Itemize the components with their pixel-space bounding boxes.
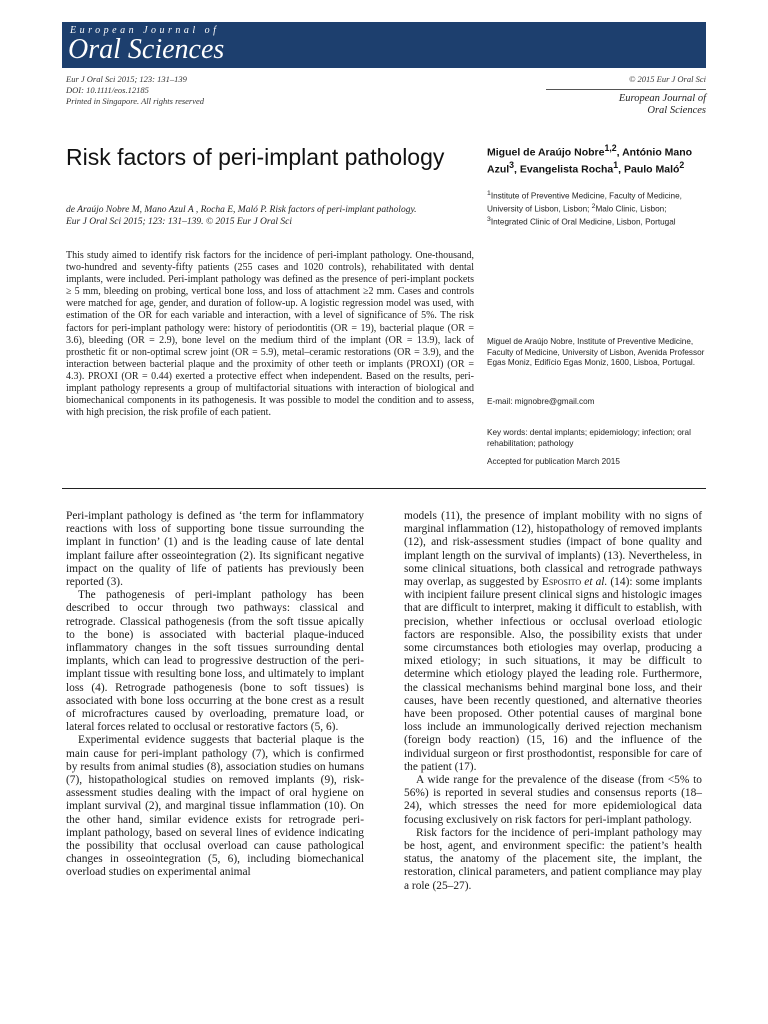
banner-journal-name: Oral Sciences bbox=[68, 34, 225, 65]
cited-author: Esposito bbox=[541, 576, 582, 589]
article-meta bbox=[66, 74, 204, 107]
body-paragraph bbox=[404, 510, 702, 774]
body-paragraph: The pathogenesis of peri-implant pathology has been described to occur through two pathways: classical and retrograde. Classical pathogenesis (from the soft tissue apically to the bone) is associated with bacterial plaque-induced inflammatory changes in the soft tissues surrounding dental implants, which can lead to progressive destruction of the peri-implant tissue with resulting bone loss, and ultimately to implant loss (4). Retrograde pathogenesis (bone to soft tissues) is associated with bone loss occurring at the bone crest as a result of microfractures caused by overloading, premature load, or lateral forces related to occlusal or restorative factors (5, 6). bbox=[66, 589, 364, 734]
accepted-date: Accepted for publication March 2015 bbox=[487, 457, 620, 466]
body-paragraph: Experimental evidence suggests that bacterial plaque is the main cause for peri-implant pathology (7), which is confirmed by results from animal studies (8), association studies on humans (7), histopathological studies on removed implants (9), risk-assessment studies dealing with the impact of oral hygiene on implant survival (2), and marginal tissue inflammation (10). On the other hand, similar evidence exists for retrograde peri-implant pathology, based on several lines of evidence indicating the possibility that occlusal overload can cause pathological changes in osseointegration (5, 6), including biomechanical overload studies on experimental animal bbox=[66, 734, 364, 879]
meta-citation: Eur J Oral Sci 2015; 123: 131–139 bbox=[66, 74, 187, 84]
section-divider bbox=[62, 488, 706, 489]
author-name: Paulo Maló bbox=[623, 163, 680, 176]
affiliations bbox=[487, 189, 707, 229]
body-paragraph: A wide range for the prevalence of the disease (from <5% to 56%) is reported in several studies and consensus reports (18–24), which stresses the need for more epidemiological data focusing exclusively on risk factors for peri-implant pathology. bbox=[404, 774, 702, 826]
banner-journal-prefix: European Journal of bbox=[70, 25, 220, 36]
journal-mark-line1: European Journal of bbox=[618, 93, 706, 104]
abstract: This study aimed to identify risk factors for the incidence of peri-implant pathology. One-thousand, two-hundred and seventy-fifty patients (255 cases and 1020 controls), rehabilitated with dental implants, were included. Peri-implant pathology was defined as the presence of peri-implant pockets ≥ 5 mm, bleeding on probing, vertical bone loss, and loss of attachment ≥2 mm. Cases and controls were matched for age, gender, and duration of follow-up. A logistic regression model was used, with estimation of the OR for each variable and interaction, with a level of significance of 5%. The risk factors for peri-implant pathology were: history of periodontitis (OR = 19), bacterial plaque (OR = 3.6), bleeding (OR = 2.9), bone level on the medium third of the implant (OR = 13.9), lack of prosthetic fit or non-optimal screw joint (OR = 5.9), metal–ceramic restorations (OR = 3.9), and the interaction between bacterial plaque and the proximity of other teeth or implants (PROXI) (OR = 4.3). PROXI (OR = 0.44) exerted a protective effect when independent. Based on the results, peri-implant pathology represents a group of multifactorial situations with interaction of biological and biomechanical components in its pathogenesis. It was possible to model the condition and to assess, with high precision, the risk profile of each patient. bbox=[66, 250, 474, 419]
affil-text: Institute of Preventive Medicine, Faculty of Medicine, University of Lisbon, Lisbon; bbox=[487, 191, 682, 214]
author-name: António Mano Azul bbox=[487, 146, 693, 176]
author-affil-mark: 3 bbox=[509, 160, 515, 170]
author-list: Miguel de Araújo Nobre$^{1,2}$, António Mano Azul$^3$, Evangelista Rocha$^1$, Paulo Maló$^2$ bbox=[487, 143, 693, 176]
author-name: Evangelista Rocha bbox=[519, 163, 614, 176]
affil-number: 3 bbox=[487, 216, 491, 224]
author-affil-mark: 1,2 bbox=[604, 143, 617, 153]
author-affil-mark: 2 bbox=[679, 160, 685, 170]
journal-banner bbox=[62, 22, 706, 68]
body-column-left bbox=[66, 510, 364, 880]
author-name: Miguel de Araújo Nobre bbox=[487, 146, 605, 159]
author-affil-mark: 1 bbox=[613, 160, 619, 170]
citation-authors: de Araújo Nobre M, Mano Azul A , Rocha E, Maló P. Risk factors of peri-implant pathology. bbox=[66, 205, 417, 215]
meta-divider bbox=[546, 89, 706, 90]
body-paragraph: Risk factors for the incidence of peri-implant pathology may be host, agent, and environment specific: the patient’s health status, the anatomy of the placement site, the implant, the restoration, clinical parameters, and patient compliance may play a role (25–27). bbox=[404, 826, 702, 892]
affil-text: Integrated Clinic of Oral Medicine, Lisbon, Portugal bbox=[490, 218, 676, 228]
journal-mark bbox=[546, 74, 706, 117]
copyright-note: © 2015 Eur J Oral Sci bbox=[628, 74, 706, 84]
meta-doi: DOI: 10.1111/eos.12185 bbox=[66, 85, 149, 95]
body-text: (14): some implants with incipient failure present clinical signs and histologic images that are difficult to interpret, making it difficult to establish, with precision, whether infectious or occlusal overload etiologic factors are responsible. Also, the possibility exists that under some circumstances both etiologies may overlap, producing a mixed etiology; in such situations, it may be difficult to determine which etiology played the leading role. Furthermore, the classical mechanisms behind marginal bone loss, and their causes, have been recently questioned, and alternative theories have been proposed. Other potential causes of marginal bone loss include an immunologically derived rejection mechanism (foreign body reaction) (15, 16) and the influence of the individual surgeon or first prosthodontist, responsible for care of the patient (17). bbox=[404, 576, 702, 773]
correspondence-email: E-mail: mignobre@gmail.com bbox=[487, 397, 595, 406]
body-text: models (11), the presence of implant mobility with no signs of marginal inflammation (12), histopathology of removed implants (12), and risk-assessment studies (impact of bone quality and implant length on the survival of implants) (13). Nevertheless, in some clinical situations, both classical and retrograde pathways may overlap, as suggested by bbox=[404, 510, 702, 589]
affil-number: 1 bbox=[487, 190, 491, 197]
article-title: Risk factors of peri-implant pathology bbox=[66, 144, 445, 170]
correspondence-address: Miguel de Araújo Nobre, Institute of Preventive Medicine, Faculty of Medicine, University of Lisbon, Avenida Professor Egas Moniz, Edifício Egas Moniz, 1600, Lisboa, Portugal. bbox=[487, 337, 705, 367]
affil-text: Malo Clinic, Lisbon; bbox=[595, 204, 667, 214]
affil-number: 2 bbox=[591, 203, 596, 211]
article-citation bbox=[66, 204, 474, 228]
meta-printed: Printed in Singapore. All rights reserved bbox=[66, 96, 205, 106]
et-al: et al. bbox=[581, 576, 608, 589]
body-paragraph: Peri-implant pathology is defined as ‘the term for inflammatory reactions with loss of supporting bone tissue surrounding the implant in function’ (1) and is the leading cause of late dental implant failure after osseointegration (2). Its significant negative impact on the quality of life of patients has previously been reported (3). bbox=[66, 510, 364, 589]
body-column-right bbox=[404, 510, 702, 893]
journal-mark-line2: Oral Sciences bbox=[647, 105, 706, 116]
keywords: Key words: dental implants; epidemiology; infection; oral rehabilitation; pathology bbox=[487, 428, 691, 448]
citation-source: Eur J Oral Sci 2015; 123: 131–139. © 2015 Eur J Oral Sci bbox=[66, 217, 292, 227]
